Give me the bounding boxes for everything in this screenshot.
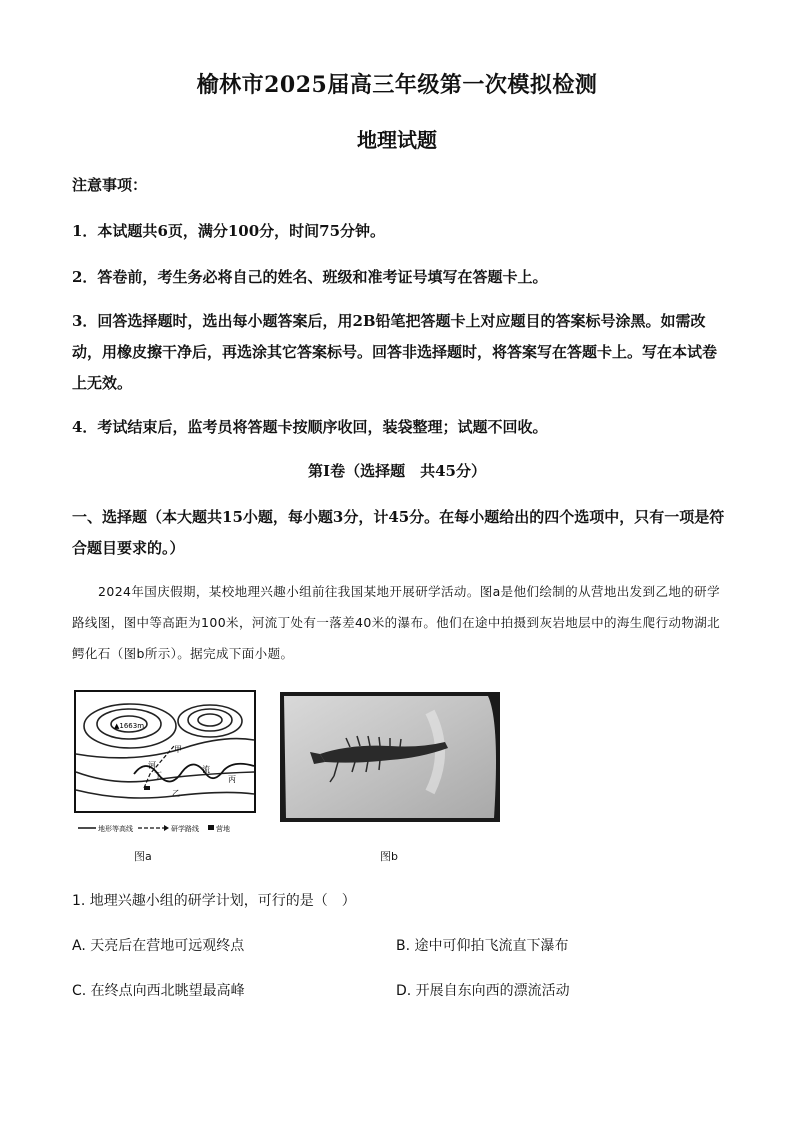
part-instructions: 一、选择题（本大题共15小题，每小题3分，计45分。在每小题给出的四个选项中，只有一项是符合题目要求的。） (72, 508, 725, 557)
map-legend (78, 824, 230, 833)
option-d[interactable]: D. 开展自东向西的漂流活动 (396, 983, 570, 999)
label-yi: 乙 (172, 789, 180, 798)
option-a[interactable]: A. 天亮后在营地可远观终点 (72, 938, 245, 954)
notice-item-1: 1．本试题共6页，满分100分，时间75分钟。 (72, 222, 386, 240)
figure-a-caption: 图a (134, 850, 152, 863)
figure-a-map (74, 690, 266, 840)
question-1-stem: 1. 地理兴趣小组的研学计划，可行的是（ ） (72, 893, 356, 909)
notice-item-3: 3．回答选择题时，选出每小题答案后，用2B铅笔把答题卡上对应题目的答案标号涂黑。如需改动，用橡皮擦干净后，再选涂其它答案标号。回答非选择题时，将答案写在答题卡上。写在本试卷上无效。 (72, 312, 718, 392)
legend-camp: 营地 (216, 825, 230, 833)
section-heading: 第Ⅰ卷（选择题 共45分） (308, 462, 486, 480)
notice-item-2: 2．答卷前，考生务必将自己的姓名、班级和准考证号填写在答题卡上。 (72, 268, 548, 286)
figure-b-fossil-photo (280, 692, 500, 822)
label-jia: 甲 (174, 745, 182, 754)
peak-label: ▲1663m (114, 722, 145, 730)
label-ding: 丁 (154, 771, 162, 780)
legend-contour: 地形等高线 (98, 825, 133, 833)
legend-route: 研学路线 (171, 825, 199, 833)
notice-heading: 注意事项： (72, 176, 148, 194)
figure-b-caption: 图b (380, 850, 398, 863)
exam-subject: 地理试题 (357, 128, 437, 152)
label-bing: 丙 (228, 775, 236, 784)
notice-item-4: 4．考试结束后，监考员将答题卡按顺序收回，装袋整理；试题不回收。 (72, 418, 548, 436)
question-intro: 2024年国庆假期，某校地理兴趣小组前往我国某地开展研学活动。图a是他们绘制的从营地出发到乙地的研学路线图，图中等高距为100米，河流丁处有一落差40米的瀑布。他们在途中拍摄到灰岩地层中的海生爬行动物湖北鳄化石（图b所示）。据完成下面小题。 (72, 584, 721, 661)
label-liu: 流 (202, 765, 210, 774)
option-c[interactable]: C. 在终点向西北眺望最高峰 (72, 983, 245, 999)
option-b[interactable]: B. 途中可仰拍飞流直下瀑布 (396, 938, 569, 954)
label-he: 河 (148, 761, 156, 770)
camp-marker (144, 786, 150, 790)
exam-title: 榆林市2025届高三年级第一次模拟检测 (196, 72, 598, 98)
